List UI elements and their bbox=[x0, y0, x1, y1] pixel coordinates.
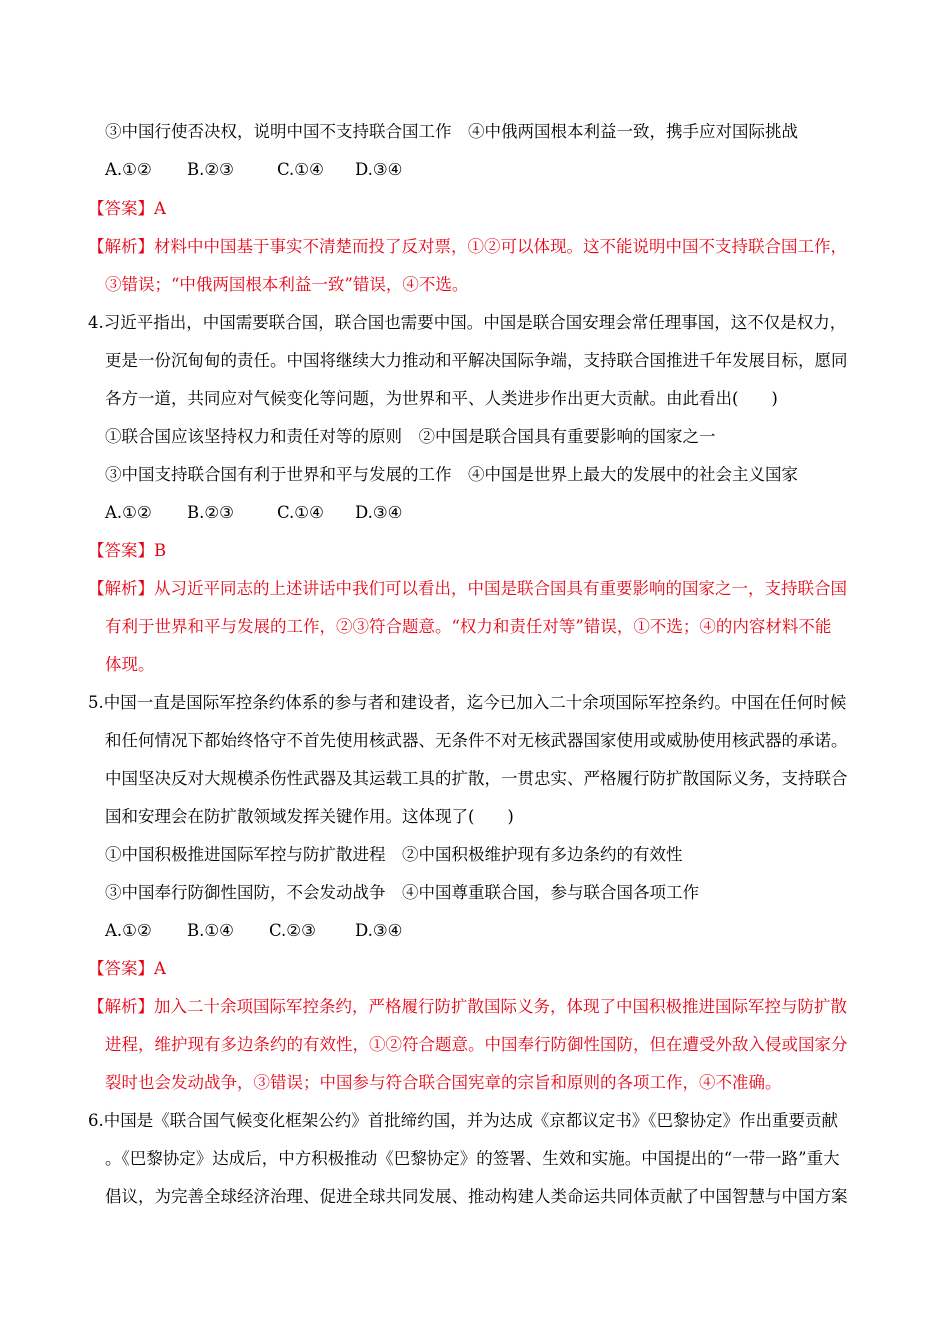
q3-answer bbox=[88, 198, 166, 220]
q5-option-d: D.③④ bbox=[355, 921, 403, 940]
q3-analysis-tag: 【解析】 bbox=[88, 237, 154, 256]
q6-stem-line-1: 6.中国是《联合国气候变化框架公约》首批缔约国，并为达成《京都议定书》《巴黎协定》作出重要贡献 bbox=[88, 1111, 838, 1130]
q5-stem-line-4: 国和安理会在防扩散领域发挥关键作用。这体现了( ) bbox=[105, 807, 514, 826]
q4-option-b: B.②③ bbox=[187, 503, 234, 522]
q6-stem-line-3: 倡议，为完善全球经济治理、促进全球共同发展、推动构建人类命运共同体贡献了中国智慧与中国方案 bbox=[105, 1187, 848, 1206]
q5-option-b: B.①④ bbox=[187, 921, 234, 940]
q4-answer-value: B bbox=[154, 541, 167, 560]
q5-answer-value: A bbox=[154, 959, 166, 978]
q4-stem-line-2: 更是一份沉甸甸的责任。中国将继续大力推动和平解决国际争端，支持联合国推进千年发展目标，愿同 bbox=[105, 351, 848, 370]
q5-options bbox=[105, 920, 402, 942]
q5-answer-tag: 【答案】 bbox=[88, 959, 154, 978]
q4-stem-line-3: 各方一道，共同应对气候变化等问题，为世界和平、人类进步作出更大贡献。由此看出( ) bbox=[105, 389, 778, 408]
q3-option-a: A.①② bbox=[105, 160, 152, 179]
q4-option-a: A.①② bbox=[105, 503, 152, 522]
q4-analysis-text: 从习近平同志的上述讲话中我们可以看出，中国是联合国具有重要影响的国家之一，支持联合国 bbox=[154, 579, 847, 598]
q5-analysis-line-3: 裂时也会发动战争，③错误；中国参与符合联合国宪章的宗旨和原则的各项工作，④不准确。 bbox=[105, 1073, 782, 1092]
q5-analysis-tag: 【解析】 bbox=[88, 997, 154, 1016]
q6-stem-line-2: 。《巴黎协定》达成后，中方积极推动《巴黎协定》的签署、生效和实施。中国提出的“一带一路”重大 bbox=[105, 1149, 840, 1168]
q4-stem-line-1: 4.习近平指出，中国需要联合国，联合国也需要中国。中国是联合国安理会常任理事国，这不仅是权力， bbox=[88, 313, 847, 332]
q4-option-c: C.①④ bbox=[277, 503, 324, 522]
q4-option-d: D.③④ bbox=[355, 503, 403, 522]
q3-analysis-line-1 bbox=[88, 236, 847, 258]
q4-answer bbox=[88, 540, 166, 562]
q4-answer-tag: 【答案】 bbox=[88, 541, 154, 560]
q5-stem-line-1: 5.中国一直是国际军控条约体系的参与者和建设者，迄今已加入二十余项国际军控条约。中国在任何时候 bbox=[88, 693, 847, 712]
q5-statements-3-4: ③中国奉行防御性国防，不会发动战争 ④中国尊重联合国，参与联合国各项工作 bbox=[105, 883, 699, 902]
q5-stem-line-2: 和任何情况下都始终恪守不首先使用核武器、无条件不对无核武器国家使用或威胁使用核武器的承诺。 bbox=[105, 731, 848, 750]
q5-analysis-line-1 bbox=[88, 996, 847, 1018]
q5-option-a: A.①② bbox=[105, 921, 152, 940]
q4-analysis-line-2: 有利于世界和平与发展的工作，②③符合题意。“权力和责任对等”错误，①不选；④的内容材料不能 bbox=[105, 617, 832, 636]
q3-options bbox=[105, 159, 402, 181]
q5-analysis-line-2: 进程，维护现有多边条约的有效性，①②符合题意。中国奉行防御性国防，但在遭受外敌入侵或国家分 bbox=[105, 1035, 848, 1054]
q5-statements-1-2: ①中国积极推进国际军控与防扩散进程 ②中国积极维护现有多边条约的有效性 bbox=[105, 845, 683, 864]
q5-answer bbox=[88, 958, 166, 980]
q3-analysis-line-2: ③错误；“中俄两国根本利益一致”错误，④不选。 bbox=[105, 275, 469, 294]
q4-statements-1-2: ①联合国应该坚持权力和责任对等的原则 ②中国是联合国具有重要影响的国家之一 bbox=[105, 427, 716, 446]
q3-analysis-text: 材料中中国基于事实不清楚而投了反对票，①②可以体现。这不能说明中国不支持联合国工作， bbox=[154, 237, 847, 256]
q3-option-b: B.②③ bbox=[187, 160, 234, 179]
q4-options bbox=[105, 502, 402, 524]
q5-stem-line-3: 中国坚决反对大规模杀伤性武器及其运载工具的扩散，一贯忠实、严格履行防扩散国际义务，支持联合 bbox=[105, 769, 848, 788]
q5-analysis-text: 加入二十余项国际军控条约，严格履行防扩散国际义务，体现了中国积极推进国际军控与防扩散 bbox=[154, 997, 847, 1016]
q3-answer-tag: 【答案】 bbox=[88, 199, 154, 218]
q4-analysis-line-3: 体现。 bbox=[105, 655, 155, 674]
q4-analysis-tag: 【解析】 bbox=[88, 579, 154, 598]
q3-statements-3-4: ③中国行使否决权，说明中国不支持联合国工作 ④中俄两国根本利益一致，携手应对国际挑战 bbox=[105, 122, 798, 141]
q3-option-c: C.①④ bbox=[277, 160, 324, 179]
q3-option-d: D.③④ bbox=[355, 160, 403, 179]
q5-option-c: C.②③ bbox=[269, 921, 316, 940]
q3-answer-value: A bbox=[154, 199, 166, 218]
q4-statements-3-4: ③中国支持联合国有利于世界和平与发展的工作 ④中国是世界上最大的发展中的社会主义国家 bbox=[105, 465, 798, 484]
q4-analysis-line-1 bbox=[88, 578, 847, 600]
